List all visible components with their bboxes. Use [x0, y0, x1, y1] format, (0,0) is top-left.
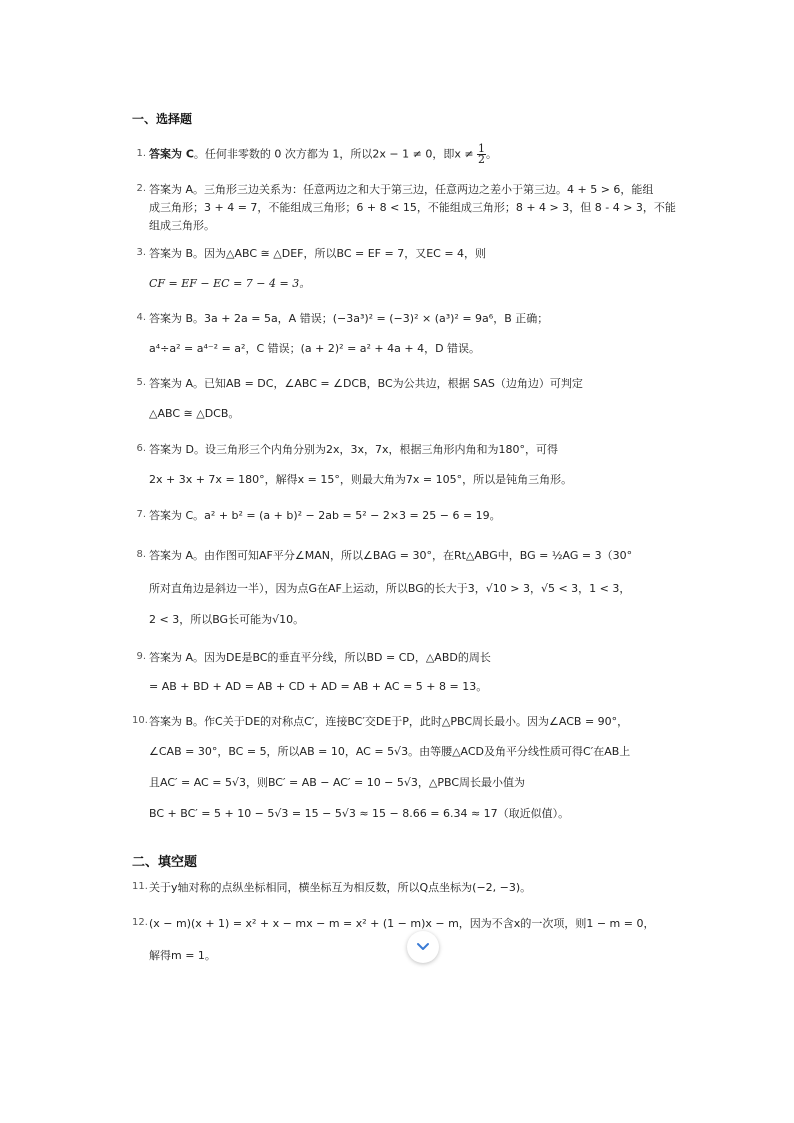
item-number: 1. — [136, 148, 146, 159]
scroll-down-button[interactable] — [407, 931, 439, 963]
section-title-fill: 二、填空题 — [132, 855, 198, 870]
chevron-down-icon — [416, 942, 430, 952]
item-line: 答案为 C。任何非零数的 0 次方都为 1，所以2x − 1 ≠ 0，即x ≠ $\frac{1}{2}$ 。 — [149, 142, 498, 166]
fraction: $\frac{1}{2}$ — [478, 142, 486, 166]
section-title-choice: 一、选择题 — [132, 112, 193, 126]
